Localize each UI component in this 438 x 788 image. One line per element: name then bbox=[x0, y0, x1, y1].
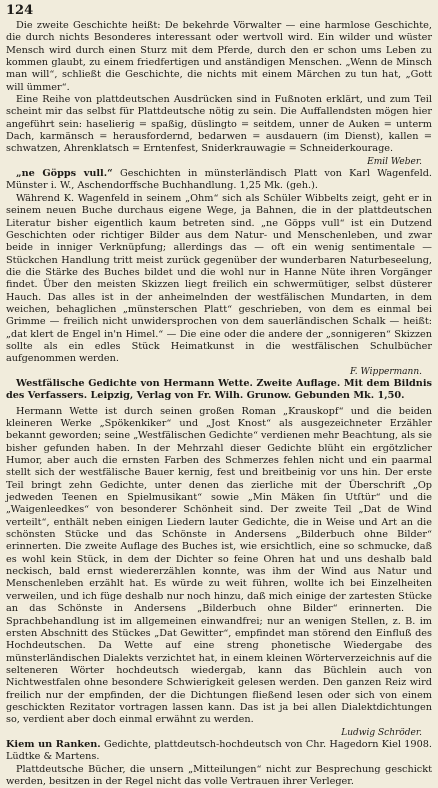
review-goepps-header bbox=[6, 168, 432, 193]
paragraph-glossary: Eine Reihe von plattdeutschen Ausdrücken sind in Fußnoten erklärt, und zum Teil scheint mir das selbst für Plattdeutsche nötig zu sein. Die Auffallendsten mögen hier angeführt sein: haselierig = spaßig, düslingto = seitdem, unner de Auken = unterm Dach, karmänsch = herausfordernd, bedarwen = ausdauern (im Dienst), kallen = schwatzen, Ahrenklatsch = Erntenfest, Sniderkrauwagie = Schneiderkourage. bbox=[6, 94, 432, 155]
review-goepps-title: „ne Göpps vull.“ bbox=[16, 168, 113, 180]
signature-wippermann: F. Wippermann. bbox=[349, 366, 422, 377]
review-goepps-citation: Geschichten in münsterländisch Platt von Karl Wagenfeld. Münster i. W., Aschendorffsche Buchhandlung. 1,25 Mk. (geh.). bbox=[6, 168, 432, 192]
review-wette-header bbox=[6, 378, 432, 403]
paragraph-bekehrde-voerwalter: Die zweite Geschichte heißt: De bekehrde Vörwalter — eine harmlose Geschichte, die durch nichts Besonderes interessant oder wertvoll wird. Ein wilder und wüster Mensch wird durch einen Sturz mit dem Pferde, durch den er schon ums Leben zu kommen glaubt, zu einem friedfertigen und anständigen Menschen. „Wenn de Minsch man will“, schließt die Geschichte, die nichts mit einem Märchen zu tun hat, „Gott will ümmer“. bbox=[6, 20, 432, 93]
review-wette-citation: Zweite Auflage. Mit dem Bildnis des Verfassers. Leipzig, Verlag von Fr. Wilh. Grunow. Gebunden Mk. 1,50. bbox=[6, 377, 432, 402]
review-goepps-body: Während K. Wagenfeld in seinem „Ohm“ sich als Schüler Wibbelts zeigt, geht er in seinem neuen Buche durchaus eigene Wege, ja Bahnen, die in der plattdeutschen Literatur bisher eigentlich kaum betreten sind. „ne Göpps vull“ ist ein Dutzend Geschichten oder richtiger Bilder aus dem Natur- und Menschenleben, und zwar beide in inniger Verknüpfung; allerdings das — oft ein wenig sentimentale — Stückchen Handlung tritt meist zurück gegenüber der wunderbaren Naturbeseelung, die die Stärke des Buches bildet und die wohl nur in Hanne Nüte ihren Vorgänger findet. Über den meisten Skizzen liegt freilich ein schwermütiger, selbst düsterer Hauch. Das alles ist in der anheimelnden der westfälischen Mundarten, in dem weichen, behaglichen „münsterschen Platt“ geschrieben, von dem es einmal bei Grimme — freilich nicht unwidersprochen von dem sauerländischen Schalk — heißt: „dat klert de Engel in'n Himel.“ — Die eine oder die andere der „sonnigeren“ Skizzen sollte als ein edles Stück Heimatkunst in die westfälischen Schulbücher aufgenommen werden. bbox=[6, 192, 432, 365]
review-kiem-body: Plattdeutsche Bücher, die unsern „Mitteilungen“ nicht zur Besprechung geschickt werden, besitzen in der Regel nicht das volle Vertrauen ihrer Verleger. bbox=[6, 763, 432, 787]
page-body bbox=[6, 20, 432, 788]
review-wette-body: Hermann Wette ist durch seinen großen Roman „Krauskopf“ und die beiden kleineren Werke „Spökenkiker“ und „Jost Knost“ als ausgezeichneter Erzähler bekannt geworden; seine „Westfälischen Gedichte“ verdienen mehr Beachtung, als sie bisher gefunden haben. In der Mehrzahl dieser Gedichte blüht ein ergötzlicher Humor, aber auch die ernsten Farben des Schmerzes fehlen nicht und ein paarmal stellt sich der westfälische Bauer kernig, fest und breitbeinig vor uns hin. Der erste Teil bringt zehn Gedichte, unter denen das zierliche mit der Überschrift „Op jedweden Teenen en Spielmusikant“ sowie „Min Mäken ſin Utſtür“ und die „Waigenleedkes“ von besonderer Schönheit sind. Der zweite Teil „Dat de Wind verteilt“, enthält neben einigen Liedern lauter Gedichte, die in Weise und Art an die schönsten Stücke und das Schönste in Andersens „Bilderbuch ohne Bilder“ erinnerten. Die zweite Auflage des Buches ist, wie ersichtlich, eine so schmucke, daß es wohl kein Stück, in dem der Dichter so feine Ohren hat und uns deshalb bald neckisch, bald ernst wiedererzählen konnte, was ihm der Wind aus Natur und Menschenleben erzählt hat. Es würde zu weit führen, wollte ich bei Einzelheiten verweilen, und ich füge deshalb nur noch hinzu, daß mich einige der zartesten Stücke an das Schönste in Andersens „Bilderbuch ohne Bilder“ erinnerten. Die Sprachbehandlung ist im allgemeinen einwandfrei; nur an wenigen Stellen, z. B. im ersten Abschnitt des Stückes „Dat Gewitter“, empfindet man störend den Einfluß des Hochdeutschen. Da Wette auf eine streng phonetische Wiedergabe des münsterländischen Dialekts verzichtet hat, in einem kleinen Wörterverzeichnis auf die selteneren Wörter hochdeutsch wiedergab, kann das Büchlein auch von Nichtwestfalen ohne besondere Schwierigkeit gelesen werden. Den ganzen Reiz wird freilich nur der empfinden, der die Dichtungen fließend lesen oder sich von einem geschickten Rezitator vortragen lassen kann. Das ist ja bei allen Dialektdichtungen so, verdient aber doch einmal erwähnt zu werden. bbox=[6, 405, 432, 726]
review-kiem-citation: Gedichte, plattdeutsch-hochdeutsch von Chr. Hagedorn Kiel 1908. Lüdtke & Martens. bbox=[6, 738, 432, 763]
signature-schroeder: Ludwig Schröder. bbox=[341, 727, 422, 738]
page-number: 124 bbox=[6, 3, 34, 18]
signature-weber: Emil Weber. bbox=[367, 156, 422, 167]
review-kiem-title: Kiem un Ranken. bbox=[6, 738, 101, 750]
review-kiem-header bbox=[6, 739, 432, 764]
review-wette-title: Westfälische Gedichte von Hermann Wette. bbox=[16, 377, 253, 389]
